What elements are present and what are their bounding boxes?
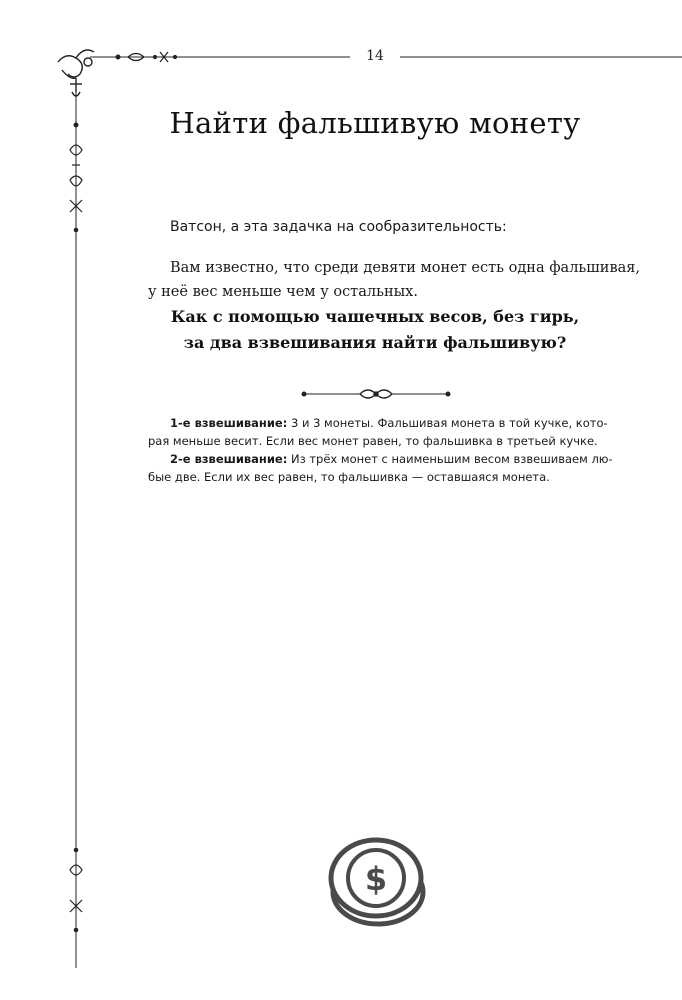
page-number: 14 xyxy=(366,48,384,64)
answer-step-2-line-2: бые две. Если их вес равен, то фальшивка — оставшаяся монета. xyxy=(148,470,550,484)
answer-step-2-text-1: Из трёх монет с наименьшим весом взвешиваем лю- xyxy=(287,452,613,466)
intro-text: Ватсон, а эта задачка на сообразительность: xyxy=(170,219,507,235)
statement-line-2: у неё вес меньше чем у остальных. xyxy=(148,284,418,300)
corner-flourish-icon xyxy=(58,50,94,96)
answer-step-1-line-1 xyxy=(148,414,618,432)
puzzle-statement xyxy=(148,256,641,304)
answer-step-1-line-2: рая меньше весит. Если вес монет равен, то фальшивка в третьей кучке. xyxy=(148,434,598,448)
answer-step-1-text-1: 3 и 3 монеты. Фальшивая монета в той кучке, кото- xyxy=(287,416,608,430)
statement-line-1: Вам известно, что среди девяти монет есть одна фальшивая, xyxy=(170,260,641,276)
page-title: Найти фальшивую монету xyxy=(169,106,581,140)
section-divider-ornament-icon xyxy=(302,390,450,398)
coin-dollar-symbol: $ xyxy=(364,860,388,898)
question-line-2: за два взвешивания найти фальшивую? xyxy=(183,333,567,352)
question-line-1: Как с помощью чашечных весов, без гирь, xyxy=(170,307,580,326)
answer-step-2-label: 2-е взвешивание: xyxy=(170,452,288,466)
answer-step-2-line-1 xyxy=(148,450,618,468)
puzzle-question xyxy=(150,304,600,356)
answer-block xyxy=(148,414,618,486)
answer-step-1-label: 1-е взвешивание: xyxy=(170,416,288,430)
coin-icon xyxy=(331,840,423,924)
